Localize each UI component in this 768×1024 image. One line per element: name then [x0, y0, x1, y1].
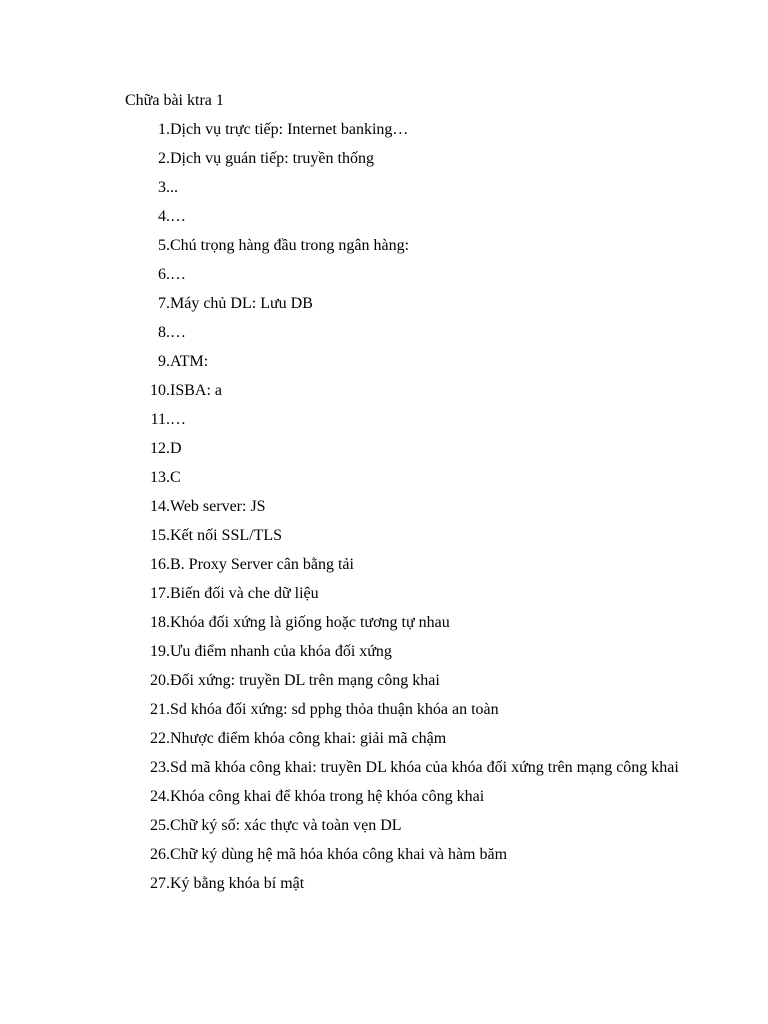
list-item-text: Ưu điểm nhanh của khóa đối xứng [170, 643, 392, 660]
list-item-text: B. Proxy Server cân bằng tải [170, 556, 354, 573]
list-item-number: 20. [150, 672, 170, 689]
list-item-number: 15. [150, 527, 170, 544]
list-item-text: Biến đối và che dữ liệu [170, 585, 319, 602]
list-item-number: 1. [158, 121, 170, 138]
list-item-number: 17. [150, 585, 170, 602]
list-item-number: 19. [150, 643, 170, 660]
list-item-text: Chữ ký số: xác thực và toàn vẹn DL [170, 817, 402, 834]
list-item-text: ISBA: a [170, 382, 222, 399]
list-item-number: 26. [150, 846, 170, 863]
list-item-text: … [170, 324, 186, 341]
list-item-text: .. [170, 179, 178, 196]
list-item-text: Máy chủ DL: Lưu DB [170, 295, 313, 312]
list-item-number: 5. [158, 237, 170, 254]
list-item-number: 3. [158, 179, 170, 196]
list-item-number: 12. [150, 440, 170, 457]
list-item-number: 21. [150, 701, 170, 718]
list-item-number: 25. [150, 817, 170, 834]
list-item-text: Nhược điểm khóa công khai: giải mã chậm [170, 730, 447, 747]
list-item-text: Sd khóa đối xứng: sd pphg thỏa thuận khóa an toàn [170, 701, 499, 718]
list-item-number: 4. [158, 208, 170, 225]
list-item-text: Chú trọng hàng đầu trong ngân hàng: [170, 237, 410, 254]
list-item-text: Khóa công khai để khóa trong hệ khóa công khai [170, 788, 485, 805]
list-item-number: 6. [158, 266, 170, 283]
list-item-number: 23. [150, 759, 170, 776]
list-item-text: … [170, 208, 186, 225]
list-item-text: Dịch vụ trực tiếp: Internet banking… [170, 121, 409, 138]
list-item-number: 11. [150, 411, 170, 428]
list-item-text: C [170, 469, 181, 486]
list-item-text: Web server: JS [170, 498, 266, 515]
list-item-text: ATM: [170, 353, 209, 370]
list-item-number: 18. [150, 614, 170, 631]
list-item-text: … [170, 411, 186, 428]
list-item-number: 7. [158, 295, 170, 312]
list-item-text: Ký bằng khóa bí mật [170, 875, 305, 892]
list-item-number: 8. [158, 324, 170, 341]
list-item-number: 13. [150, 469, 170, 486]
list-item-text: Kết nối SSL/TLS [170, 527, 283, 544]
list-item-number: 10. [150, 382, 170, 399]
list-item-number: 14. [150, 498, 170, 515]
list-item-text: D [170, 440, 182, 457]
list-item-number: 9. [158, 353, 170, 370]
list-item-text: Khóa đối xứng là giống hoặc tương tự nhau [170, 614, 450, 631]
list-item-number: 16. [150, 556, 170, 573]
list-item-number: 27. [150, 875, 170, 892]
list-item-text: Chữ ký dùng hệ mã hóa khóa công khai và hàm băm [170, 846, 508, 863]
list-item-text: Dịch vụ guán tiếp: truyền thống [170, 150, 374, 167]
list-item-text: Đối xứng: truyền DL trên mạng công khai [170, 672, 440, 689]
document-title: Chữa bài ktra 1 [125, 92, 224, 109]
list-item-number: 2. [158, 150, 170, 167]
list-item-number: 24. [150, 788, 170, 805]
list-item-text: … [170, 266, 186, 283]
list-item-text: Sd mã khóa công khai: truyền DL khóa của khóa đối xứng trên mạng công khai [170, 759, 679, 776]
list-item-number: 22. [150, 730, 170, 747]
